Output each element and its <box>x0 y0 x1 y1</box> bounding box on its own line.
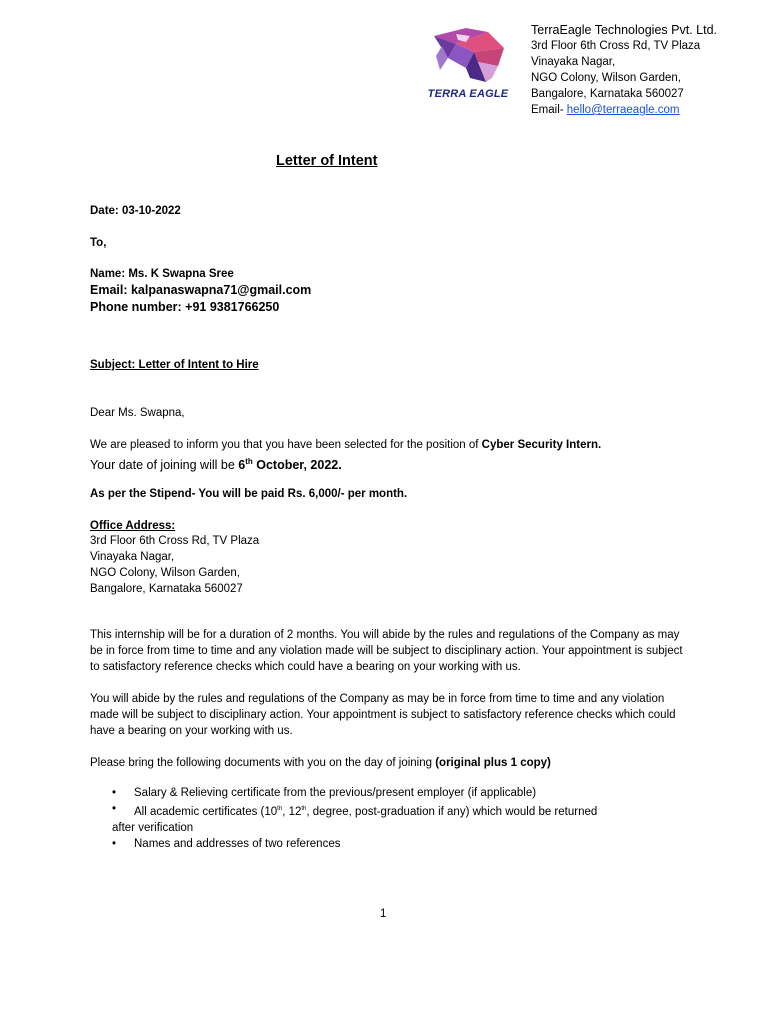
position-title: Cyber Security Intern. <box>481 439 602 451</box>
bullet-icon: • <box>112 803 117 815</box>
list-item-text <box>134 806 597 818</box>
office-address-line: NGO Colony, Wilson Garden, <box>90 567 240 579</box>
joining-rest: October, 2022. <box>252 458 342 473</box>
company-logo <box>426 26 510 106</box>
superscript: th <box>301 806 307 812</box>
company-address-line: Vinayaka Nagar, <box>531 56 616 68</box>
list-item <box>112 836 672 852</box>
rules-paragraph: You will abide by the rules and regulations of the Company as may be in force from time to time and any violation made will be subject to disciplinary action. Your appointment is subject to satisfactory reference checks which could have a bearing on your working with us. <box>90 693 676 737</box>
documents-intro-bold: (original plus 1 copy) <box>435 757 551 769</box>
company-email-line <box>531 102 717 118</box>
salutation: Dear Ms. Swapna, <box>90 407 185 419</box>
recipient-email: Email: kalpanaswapna71@gmail.com <box>90 283 312 297</box>
company-name: TerraEagle Technologies Pvt. Ltd. <box>531 23 717 37</box>
joining-prefix: Your date of joining will be <box>90 458 239 473</box>
list-item <box>112 785 672 801</box>
eagle-logo-icon <box>426 26 510 88</box>
selection-line <box>90 437 601 453</box>
duration-paragraph: This internship will be for a duration of 2 months. You will abide by the rules and regulations of the Company as may be in force from time to time and any violation made will be subject to disciplinary action. Your appointment is subject to satisfactory reference checks which could have a bearing on your working with us. <box>90 629 683 673</box>
company-address-line: 3rd Floor 6th Cross Rd, TV Plaza <box>531 40 701 52</box>
company-address-line: Bangalore, Karnataka 560027 <box>531 88 684 100</box>
joining-line <box>90 454 342 473</box>
documents-intro <box>90 755 551 771</box>
bullet-icon: • <box>112 837 117 850</box>
documents-list <box>112 785 672 852</box>
list-item-text: Salary & Relieving certificate from the previous/present employer (if applicable) <box>134 787 537 799</box>
list-item-text-part: , 12 <box>282 805 302 818</box>
to-line: To, <box>90 237 107 249</box>
superscript: th <box>277 806 283 812</box>
logo-text: TERRA EAGLE <box>427 88 509 100</box>
list-item-text-part: , degree, post-graduation if any) which would be returned <box>306 805 598 818</box>
list-item-text-part: All academic certificates (10 <box>134 805 278 818</box>
recipient-phone: Phone number: +91 9381766250 <box>90 300 280 314</box>
letter-date: Date: 03-10-2022 <box>90 205 181 217</box>
documents-intro-text: Please bring the following documents with you on the day of joining <box>90 757 436 769</box>
office-heading: Office Address: <box>90 520 176 532</box>
stipend-line: As per the Stipend- You will be paid Rs. 6,000/- per month. <box>90 488 408 500</box>
joining-day: 6 <box>238 458 246 473</box>
office-address-line: Vinayaka Nagar, <box>90 551 175 563</box>
page-number: 1 <box>380 908 387 920</box>
subject-line: Subject: Letter of Intent to Hire <box>90 359 259 371</box>
joining-sup: th <box>245 457 253 466</box>
list-item-text: Names and addresses of two references <box>134 837 341 850</box>
selection-text: We are pleased to inform you that you have been selected for the position of <box>90 439 482 451</box>
company-info <box>531 22 717 118</box>
list-item-continuation: after verification <box>112 821 194 834</box>
recipient-name: Name: Ms. K Swapna Sree <box>90 268 234 280</box>
list-item <box>112 801 672 836</box>
page-title: Letter of Intent <box>276 153 378 169</box>
office-address-line: Bangalore, Karnataka 560027 <box>90 583 243 595</box>
company-address-line: NGO Colony, Wilson Garden, <box>531 72 681 84</box>
company-email-link[interactable]: hello@terraeagle.com <box>566 104 680 116</box>
bullet-icon: • <box>112 787 117 799</box>
email-label: Email- <box>531 104 567 116</box>
office-address-line: 3rd Floor 6th Cross Rd, TV Plaza <box>90 535 260 547</box>
